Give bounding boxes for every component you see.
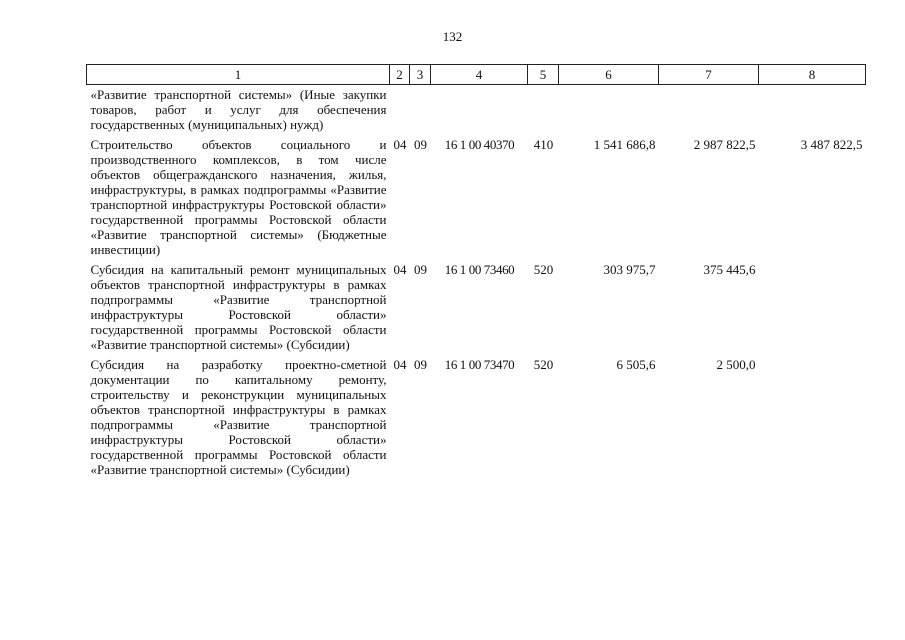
- header-cell: 8: [759, 65, 866, 85]
- row-value-col6: [559, 85, 659, 138]
- header-cell: 5: [528, 65, 559, 85]
- row-value-col6: 6 505,6: [616, 357, 656, 372]
- row-name: «Развитие транспортной системы» (Иные закупки товаров, работ и услуг для обеспечения государственных (муниципальных) нужд): [90, 87, 387, 132]
- row-value-col7: 375 445,6: [703, 262, 756, 277]
- page-number: 132: [442, 29, 463, 44]
- header-row: [87, 65, 866, 85]
- header-cell: 7: [659, 65, 759, 85]
- row-value-col8: 3 487 822,5: [800, 137, 863, 152]
- table-header: [87, 65, 866, 85]
- header-cell: 4: [431, 65, 528, 85]
- header-cell: 2: [390, 65, 410, 85]
- row-section: 04: [393, 137, 407, 152]
- row-expense-type: 410: [533, 137, 554, 152]
- row-target-code: 16 1 00 73470: [444, 357, 515, 372]
- row-name: Субсидия на разработку проектно-сметной документации по капитальному ремонту, строительству и реконструкции муниципальных объектов транспортной инфраструктуры в рамках подпрограммы «Развитие транспортной инфраструктуры Ростовской области» государственной программы Ростовской области «Развитие транспортной системы» (Субсидии): [90, 357, 387, 477]
- row-expense-type: 520: [533, 357, 554, 372]
- header-cell: 3: [410, 65, 431, 85]
- row-expense-type: 520: [533, 262, 554, 277]
- row-value-col8: [759, 262, 866, 357]
- table-row: [87, 357, 866, 482]
- row-section: 04: [393, 357, 407, 372]
- table-row: [87, 137, 866, 262]
- header-cell: 6: [559, 65, 659, 85]
- row-section: 04: [393, 262, 407, 277]
- row-value-col7: 2 987 822,5: [693, 137, 756, 152]
- row-section: [390, 85, 410, 138]
- row-target-code: [431, 85, 528, 138]
- row-value-col6: 303 975,7: [603, 262, 656, 277]
- table-body: [87, 85, 866, 483]
- row-value-col8: [759, 85, 866, 138]
- row-expense-type: [528, 85, 559, 138]
- row-subsection: 09: [414, 357, 427, 372]
- row-value-col7: [659, 85, 759, 138]
- row-subsection: 09: [414, 262, 427, 277]
- row-value-col6: 1 541 686,8: [593, 137, 656, 152]
- table-row: [87, 85, 866, 138]
- row-target-code: 16 1 00 40370: [444, 137, 515, 152]
- row-target-code: 16 1 00 73460: [444, 262, 515, 277]
- row-subsection: 09: [414, 137, 427, 152]
- row-value-col7: 2 500,0: [716, 357, 756, 372]
- budget-table: [86, 64, 866, 482]
- row-value-col8: [759, 357, 866, 482]
- row-subsection: [410, 85, 431, 138]
- header-cell: 1: [87, 65, 390, 85]
- row-name: Строительство объектов социального и производственного комплексов, в том числе объектов общегражданского назначения, жилья, инфраструктуры, в рамках подпрограммы «Развитие транспортной инфраструктуры Ростовской области» государственной программы Ростовской области «Развитие транспортной системы» (Бюджетные инвестиции): [90, 137, 387, 257]
- table-row: [87, 262, 866, 357]
- row-name: Субсидия на капитальный ремонт муниципальных объектов транспортной инфраструктуры в рамках подпрограммы «Развитие транспортной инфраструктуры Ростовской области» государственной программы Ростовской области «Развитие транспортной системы» (Субсидии): [90, 262, 387, 352]
